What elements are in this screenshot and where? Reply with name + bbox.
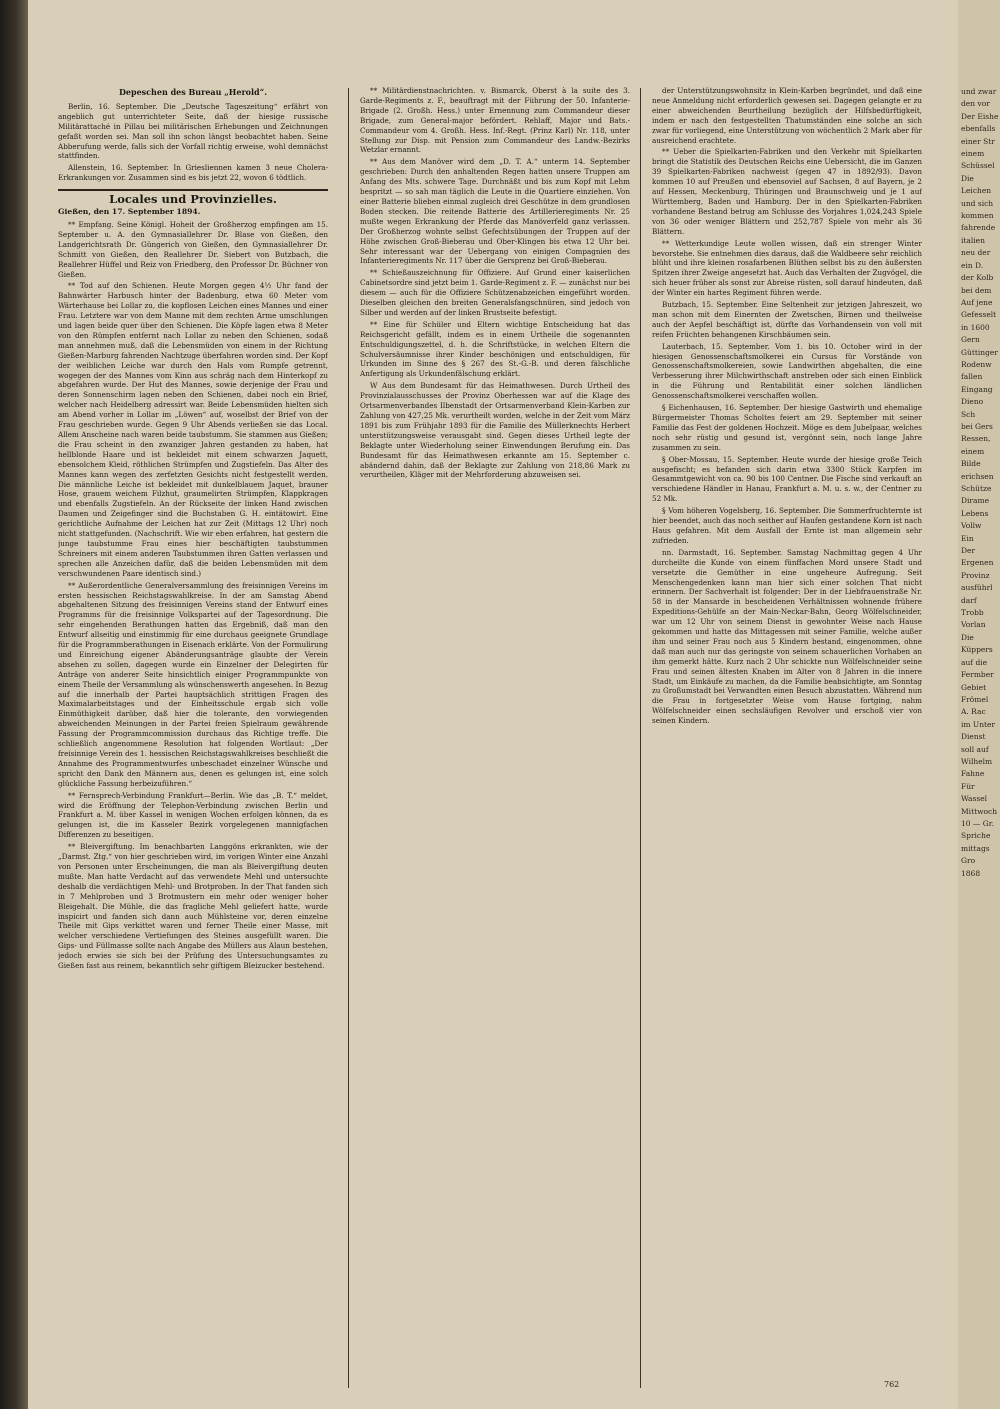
facing-page-fragment: Für	[961, 781, 975, 791]
article-paragraph: ** Empfang. Seine Königl. Hoheit der Großherzog empfingen am 15. September u. A. den Gymnasiallehrer Dr. Blase von Gießen, den Landgerichtsrath Dr. Güngerich von Gießen, den Gymnasiallehrer Dr. Schmitt von Gießen, den Reallehrer Dr. Siebert von Butzbach, die Reallehrer Hüffel und Reiz von Friedberg, den Professor Dr. Büchner von Gießen.	[58, 219, 328, 279]
article-paragraph: W Aus dem Bundesamt für das Heimathwesen. Durch Urtheil des Provinzialausschusses der Provinz Oberhessen war auf die Klage des Ortsarmenverbandes Ilbenstadt der Ortsarmenverband Klein-Karben zur Zahlung von 427,25 Mk. verurtheilt worden, welche in der Zeit vom März 1891 bis zum Frühjahr 1893 für die Familie des Müllerknechts Herbert unterstützungsweise verausgabt sind. Gegen dieses Urtheil legte der Beklagte unter Wiederholung seiner Einwendungen Berufung ein. Das Bundesamt für das Heimathwesen erkannte am 15. September c. abändernd dahin, daß der Beklagte zur Zahlung von 218,86 Mark zu verurtheilen, Kläger mit der Mehrforderung abzuweisen sei.	[360, 381, 630, 480]
facing-page-fragment: ein D.	[961, 260, 984, 270]
facing-page-fragment: italien	[961, 235, 985, 245]
article-paragraph: ** Eine für Schüler und Eltern wichtige Entscheidung hat das Reichsgericht gefällt, indem es in einem Urtheile die sogenannten Entschuldigungszettel, d. h. die Schriftstücke, in welchen Eltern die Schulversäumnisse ihrer Kinder beschönigen und entschuldigen, für Urkunden im Sinne des § 267 des St.-G.-B. und deren fälschliche Anfertigung als Urkundenfälschung erklärt.	[360, 319, 630, 379]
facing-page-fragment: der Kolb	[961, 273, 994, 283]
facing-page-fragment: fallen	[961, 372, 983, 382]
article-paragraph: Butzbach, 15. September. Eine Seltenheit zur jetzigen Jahreszeit, wo man schon mit dem Einernten der Zwetschen, Birnen und theilweise auch der Aepfel beschäftigt ist, dürfte das Vorhandensein von voll mit reifen Früchten behangenen Kirschbäumen sein.	[652, 300, 922, 339]
facing-page-fragment: Gefesselt	[961, 310, 997, 320]
facing-page-fragment: Ergenen	[961, 558, 994, 568]
facing-page-fragment: Trobb	[961, 608, 984, 618]
facing-page-fragment: Der	[961, 546, 976, 556]
facing-page-fragment: darf	[961, 595, 977, 605]
article-paragraph: ** Schießauszeichnung für Offiziere. Auf Grund einer kaiserlichen Cabinetsordre sind jetzt beim 1. Garde-Regiment z. F. — zunächst nur bei diesem — auch für die Offiziere Schützenabzeichen eingeführt worden. Dieselben gleichen den breiten Generalsfangschnüren, sind jedoch von Silber und werden auf der linken Brustseite befestigt.	[360, 268, 630, 317]
facing-page-fragment: 10 — Gr.	[961, 818, 994, 828]
facing-page-edge	[958, 0, 1000, 1409]
facing-page-fragment: einer Str	[961, 136, 995, 146]
facing-page-fragment: Die	[961, 173, 974, 183]
facing-page-fragment: Dirame	[961, 496, 990, 506]
facing-page-fragment: Dienst	[961, 732, 986, 742]
facing-page-fragment: ebenfalls	[961, 124, 996, 134]
facing-page-fragment: bei dem	[961, 285, 992, 295]
facing-page-fragment: Bilde	[961, 459, 981, 469]
facing-page-fragment: Ressen,	[961, 434, 991, 444]
facing-page-fragment: ausführl	[961, 583, 993, 593]
article-paragraph: ** Tod auf den Schienen. Heute Morgen gegen 4½ Uhr fand der Bahnwärter Harbusch hinter der Badenburg, etwa 60 Meter vom Wärterhause bei Lollar zu, die kopflosen Leichen eines Mannes und einer Frau. Letztere war von dem Manne mit dem rechten Arme umschlungen und lagen beide quer über den Schienen. Die Köpfe lagen etwa 8 Meter von den Rümpfen entfernt nach Lollar zu neben den Schienen, sodaß man annehmen muß, daß die Lebensmüden von einem in der Richtung Gießen-Marburg fahrenden Nachtzuge überfahren worden sind. Der Kopf der weiblichen Leiche war durch den Hals vom Rumpfe getrennt, wogegen der des Mannes vom Kinn aus schräg nach dem Hinterkopf zu abgefahren wurde. Der Hut des Mannes, sowie derjenige der Frau und deren Sonnenschirm lagen neben den Schienen, dabei noch ein Brief, welcher nach Heidelberg adressirt war. Beide Lebensmüden hielten sich am Abend vorher in Lollar im „Löwen“ auf, woselbst der Brief von der Frau geschrieben wurde. Gegen 9 Uhr Abends verließen sie das Local. Allem Anscheine nach waren beide taubstumm. Sie stammen aus Gießen; die Frau scheint in den zwanziger Jahren gestanden zu haben, hat hellblonde Haare und ist bekleidet mit einem schwarzen Jaquett, ebensolchem Kleid, röthlichen Strümpfen und Zugstiefeln. Das Alter des Mannes kann wegen des zerfetzten Gesichts nicht festgestellt werden. Die männliche Leiche ist bekleidet mit dunkelblauem Jaquet, brauner Hose, grauem weichem Filzhut, graumelirten Strümpfen, Klappkragen und ebenfalls Zugstiefeln. An der Rückseite der linken Hand zwischen Daumen und Zeigefinger sind die Buchstaben G. H. eintätowirt. Eine gerichtliche Aufnahme der Leichen hat zur Zeit (Mittags 12 Uhr) noch nicht stattgefunden. (Nachschrift. Wie wir eben erfahren, hat gestern die junge taubstumme Frau eines hier beschäftigten taubstummen Schreiners mit einem anderen Taubstummen ihren Gatten verlassen und sprechen alle Anzeichen dafür, daß die beiden Lebensmüden mit dem verschwundenen Paare identisch sind.)	[58, 281, 328, 578]
facing-page-fragment: Wassel	[961, 794, 988, 804]
column-1	[58, 86, 328, 1386]
facing-page-fragment: Wilhelm	[961, 756, 993, 766]
facing-page-fragment: Die	[961, 632, 974, 642]
facing-page-fragment: Rodenw	[961, 359, 992, 369]
page-number: 762	[884, 1380, 900, 1389]
article-paragraph: ** Wetterkundige Leute wollen wissen, daß ein strenger Winter bevorstehe. Sie entnehmen dies daraus, daß die Waldbeere sehr reichlich blüht und ihre kleinen rosafarbenen Blüthen selbst bis zu den äußersten Spitzen ihrer Zweige angesetzt hat. Auch das Verhalten der Zugvögel, die sich heuer früher als sonst zur Abreise rüsten, soll darauf hindeuten, daß der Winter ein hartes Regiment führen werde.	[652, 238, 922, 298]
article-paragraph: ** Ueber die Spielkarten-Fabriken und den Verkehr mit Spielkarten bringt die Statistik des Deutschen Reichs eine Uebersicht, die im Ganzen 39 Spielkarten-Fabriken nachweist (gegen 47 in 1892/93). Davon kommen 10 auf Preußen und ebensoviel auf Sachsen, 8 auf Bayern, je 2 auf Hessen, Meckenburg, Thüringen und Braunschweig und je 1 auf Württemberg, Baden und Hamburg. Der in den Spielkarten-Fabriken vorhandene Bestand betrug am Schlusse des Vorjahres 1,024,243 Spiele von 36 oder weniger Blättern und 252,787 Spiele von mehr als 36 Blättern.	[652, 147, 922, 236]
facing-page-fragment: Der Eishe	[961, 111, 999, 121]
facing-page-fragment: Eingang	[961, 384, 993, 394]
facing-page-fragment: Spriche	[961, 831, 991, 841]
facing-page-fragment: Gern	[961, 335, 980, 345]
facing-page-fragment: und sich	[961, 198, 994, 208]
facing-page-fragment: soll auf	[961, 744, 989, 754]
article-paragraph: § Vom höheren Vogelsberg, 16. September. Die Sommerfruchternte ist hier beendet, auch das noch seither auf Haufen gestandene Korn ist nach Haus gefahren. Mit dem Ausfall der Ernte ist man allgemein sehr zufrieden.	[652, 506, 922, 545]
article-paragraph: ** Außerordentliche Generalversammlung des freisinnigen Vereins im ersten hessischen Reichstagswahlkreise. In der am Samstag Abend abgehaltenen Sitzung des freisinnigen Vereins stand der Entwurf eines Programms für die freisinnige Volkspartei auf der Tagesordnung. Die sehr eingehenden Berathungen hatten das Ergebniß, daß man den Entwurf allseitig und einstimmig für eine durchaus geeignete Grundlage für die Programmberathungen in Eisenach erklärte. Von der Formulirung und Einreichung eigener Abänderungsanträge glaubte der Verein absehen zu sollen, dagegen wurde ein Einzelner der Delegirten für Anträge von anderer Seite hinsichtlich einiger Programmpunkte von einem Theile der Versammlung als wünschenswerth angesehen. In Bezug auf die innerhalb der Partei hauptsächlich strittigen Fragen des Maximalarbeitstages und der Einheitsschule ergab sich volle Einmüthigkeit darüber, daß hier die tolerante, den vorwiegenden abweichenden Meinungen in der Partei freien Spielraum gewährende Fassung der Programmcommission durchaus das Richtige treffe. Die schließlich angenommene Resolution hat folgenden Wortlaut: „Der freisinnige Verein des 1. hessischen Reichstagswahlkreises beschließt die Annahme des Programmentwurfes unbeschadet einzelner Wünsche und spricht den Dank den Männern aus, denen es gelungen ist, eine solch glückliche Fassung herbeizuführen.“	[58, 580, 328, 788]
facing-page-fragment: Schütze	[961, 484, 992, 493]
article-paragraph: ** Aus dem Manöver wird dem „D. T. A.“ unterm 14. September geschrieben: Durch den anhaltenden Regen hatten unsere Truppen am Anfang des Mts. schwere Tage. Durchnäßt und bis zum Kopf mit Lehm bespritzt — so sah man täglich die Leute in die Quartiere einziehen. Von einer Batterie blieben einmal zugleich drei Geschütze in dem grundlosen Boden stecken. Die reitende Batterie des Artillerieregiments Nr. 25 mußte wegen Erkrankung der Pferde das Manöverfeld ganz verlassen. Der Großherzog wohnte selbst Gefechtsübungen der Truppen auf der Höhe zwischen Groß-Bieberau und Ober-Klingen bis etwa 12 Uhr bei. Sehr interessant war der Uebergang von einigen Compagnien des Infanterieregiments Nr. 117 über die Gersprenz bei Groß-Bieberau.	[360, 157, 630, 266]
facing-page-fragment: Küppers	[961, 645, 993, 655]
column-3	[652, 86, 922, 1386]
facing-page-fragment: Ein	[961, 533, 974, 543]
article-paragraph: nn. Darmstadt, 16. September. Samstag Nachmittag gegen 4 Uhr durcheilte die Kunde von einem fünffachen Mord unsere Stadt und versetzte die Gemüther in eine ungeheure Aufregung. Seit Menschengedenken kann man hier sich einer solchen That nicht erinnern. Der Sachverhalt ist folgender: Der in der Liebfrauenstraße Nr. 58 in der Mansarde in bescheidenen Verhältnissen wohnende frühere Expeditions-Gehülfe an der Main-Neckar-Bahn, Georg Wölfelschneider, war um 12 Uhr von seinem Dienst in gewohnter Weise nach Hause gekommen und hatte das Mittagessen mit seiner Familie, welche außer ihm und seiner Frau noch aus 5 Kindern bestand, eingenommen, ohne daß man auch nur das geringste von seinem schauerlichen Vorhaben an ihm gemerkt hätte. Kurz nach 2 Uhr schickte nun Wölfelschneider seine Frau und seinen ältesten Knaben im Alter von 8 Jahren in die innere Stadt, um Einkäufe zu machen, da die Familie beabsichtigte, am Sonntag zu Großumstadt bei Verwandten einen Besuch abzustatten. Während nun die Frau in fortgesetzter Weise vom Hause fortging, nahm Wölfelschneider einen sechsläufigen Revolver und erschoß vier von seinen Kindern.	[652, 547, 922, 726]
facing-page-fragment: und zwar	[961, 87, 997, 96]
facing-page-fragment: Gro	[961, 856, 976, 866]
facing-page-fragment: Lebens	[961, 508, 989, 518]
book-spine	[0, 0, 28, 1409]
article-paragraph: der Unterstützungswohnsitz in Klein-Karben begründet, und daß eine neue Anmeldung nicht erforderlich gewesen sei. Dagegen gelangte er zu einer abweichenden Beurtheilung bezüglich der Hilfsbedürftigkeit, indem er nach den festgestellten Thatumständen eine solche an sich zwar für vorliegend, eine Unterstützung von wöchentlich 2 Mark aber für ausreichend erachtete.	[652, 86, 922, 145]
facing-page-fragment: auf die	[961, 657, 988, 667]
facing-page-fragment: Fermber	[961, 670, 994, 680]
facing-page-fragment: Mittwoch	[961, 806, 998, 816]
article-paragraph: ** Militärdienstnachrichten. v. Bismarck, Oberst à la suite des 3. Garde-Regiments z. F., beauftragt mit der Führung der 50. Infanterie-Brigade (2. Großh. Hess.) unter Ernennung zum Commandeur dieser Brigade, zum General-major befördert. Rehlaff, Major und Bats.-Commandeur vom 4. Großh. Hess. Inf.-Regt. (Prinz Karl) Nr. 118, unter Stellung zur Disp. mit Pension zum Commandeur des Landw.-Bezirks Wetzlar ernannt.	[360, 86, 630, 155]
facing-page-fragment: neu der	[961, 248, 991, 258]
facing-page-fragment: einem	[961, 446, 985, 456]
dateline: Gießen, den 17. September 1894.	[58, 207, 201, 217]
article-paragraph: ** Fernsprech-Verbindung Frankfurt—Berlin. Wie das „B. T.“ meldet, wird die Eröffnung der Telephon-Verbindung zwischen Berlin und Frankfurt a. M. über Kassel in wenigen Wochen erfolgen können, da es gelungen ist, die im Kasseler Bezirk vorgelegenen mannigfachen Differenzen zu beseitigen.	[58, 790, 328, 840]
facing-page-fragment: den vor	[961, 99, 990, 109]
article-paragraph: ** Bleivergiftung. Im benachbarten Langgöns erkrankten, wie der „Darmst. Ztg.“ von hier geschrieben wird, im vorigen Winter eine Anzahl von Personen unter Erscheinungen, die man als Bleivergiftung deuten mußte. Man hatte Verdacht auf das verwendete Mehl und untersuchte deshalb die verdächtigen Mehl- und Brotproben. In der That fanden sich in 7 Mehlproben und 3 Brotmustern ein mehr oder weniger hoher Bleigehalt. Die Mühle, die das fragliche Mehl geliefert hatte, wurde inspicirt und fanden sich dann auch Mühlsteine vor, deren einzelne Theile mit Gips verkittet waren und ferner Theile einer Masse, mit welcher verschiedene Vertiefungen des Steines ausgefüllt waren. Die Gips- und Füllmasse sollte nach Angabe des Müllers aus Alaun bestehen, jedoch erwies sie sich bei der Prüfung des Untersuchungsamtes zu Gießen fast aus reinem, bekanntlich sehr giftigem Bleizucker bestehend.	[58, 842, 328, 971]
facing-page-fragment: Sch	[961, 409, 976, 419]
facing-page-fragment: bei Gers	[961, 421, 993, 431]
facing-page-fragment: Leichen	[961, 186, 992, 196]
article-paragraph: § Eichenhausen, 16. September. Der hiesige Gastwirth und ehemalige Bürgermeister Thomas Scholtes feiert am 29. September mit seiner Familie das Fest der goldenen Hochzeit. Möge es dem Jubelpaar, welches noch sehr rüstig und gesund ist, vergönnt sein, noch lange Jahre zusammen zu sein.	[652, 403, 922, 452]
article-paragraph: Lauterbach, 15. September. Vom 1. bis 10. October wird in der hiesigen Genossenschaftsmolkerei ein Cursus für Vorstände von Genossenschaftsmolkereien, sowie Landwirthen abgehalten, die eine Verbesserung ihrer Milchwirthschaft anstreben oder sich einen Einblick in die Führung und Rentabilität einer solchen ländlichen Genossenschaftsmolkerei verschaffen wollen.	[652, 341, 922, 401]
facing-page-fragment: Fahne	[961, 769, 985, 779]
facing-page-fragment: fahrende	[961, 223, 996, 233]
facing-page-fragment: Frömel	[961, 694, 989, 704]
facing-page-fragment: erichsen	[961, 471, 994, 481]
facing-page-fragment: im Unter	[961, 719, 996, 729]
facing-page-fragment: kommen	[961, 211, 994, 221]
facing-page-fragment: mittags	[961, 843, 990, 853]
facing-page-fragment: Vollw	[961, 521, 982, 531]
facing-page-fragment: 1868	[961, 868, 981, 878]
facing-page-fragment: Gebiet	[961, 682, 987, 692]
column-rule-2	[640, 88, 641, 1388]
facing-page-fragment: A. Rac	[961, 707, 986, 717]
section-title: Locales und Provinzielles.	[58, 189, 328, 205]
facing-page-fragment: Güttinger	[961, 347, 998, 357]
facing-page-fragment: in 1600	[961, 322, 990, 332]
facing-page-fragment: einem	[961, 149, 985, 159]
facing-page-fragment: Auf jene	[961, 297, 993, 307]
article-paragraph: § Ober-Mossau, 15. September. Heute wurde der hiesige große Teich ausgefischt; es befanden sich darin etwa 3300 Stück Karpfen im Gesammtgewicht von ca. 90 bis 100 Centner. Die Fische sind verkauft an verschiedene Händler in Hanau, Frankfurt a. M. u. s. w., der Centner zu 52 Mk.	[652, 454, 922, 504]
telegram-header: Depeschen des Bureau „Herold“.	[118, 87, 268, 97]
facing-page-fragment: Dieno	[961, 397, 984, 407]
facing-page-fragment: Vorlan	[961, 620, 986, 630]
telegram-item: Allenstein, 16. September. In Griesliennen kamen 3 neue Cholera-Erkrankungen vor. Zusammen sind es bis jetzt 22, wovon 6 tödtlich.	[58, 163, 328, 183]
facing-page-fragment: Schüssel	[961, 161, 995, 171]
column-2	[360, 86, 630, 1386]
column-rule-1	[348, 88, 349, 1388]
facing-page-fragment: Provinz	[961, 570, 990, 580]
telegram-item: Berlin, 16. September. Die „Deutsche Tageszeitung“ erfährt von angeblich gut unterrichteter Seite, daß der hiesige russische Militärattaché in Pillau bei militärischen Erhebungen und Zeichnungen gefaßt worden sei. Man soll ihn schon längst beobachtet haben. Seine Abberufung werde, falls sich der Vorfall richtig erweise, wohl demnächst stattfinden.	[58, 101, 328, 161]
